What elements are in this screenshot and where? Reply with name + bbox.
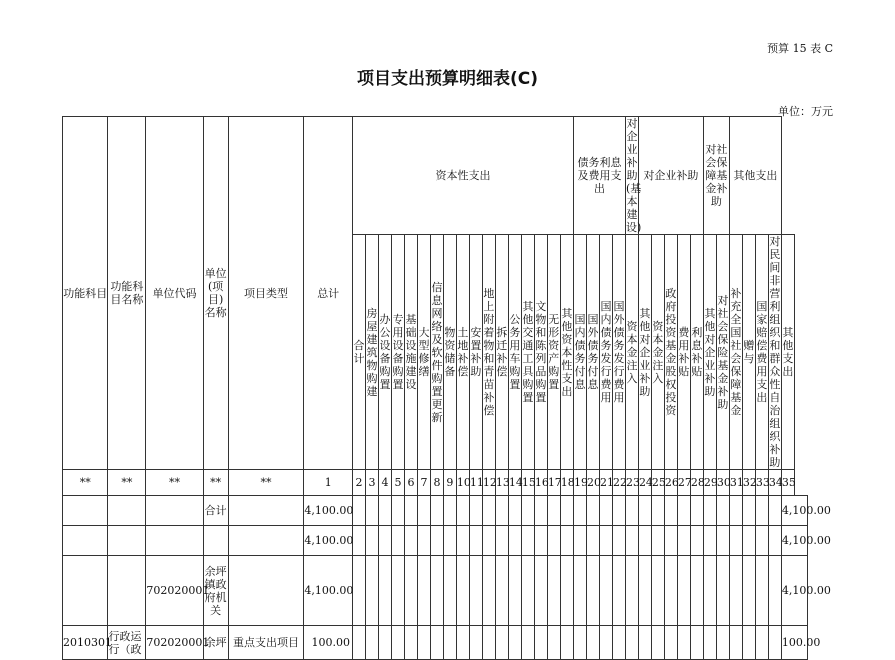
row-func-name: [108, 556, 146, 626]
index-star: **: [146, 470, 203, 496]
sub-header: 房屋建筑物购建: [366, 235, 379, 470]
row-func-name: 行政运行（政: [108, 626, 146, 660]
index-number: 26: [664, 470, 677, 496]
sub-header: 国家赔偿费用支出: [755, 235, 768, 470]
row-other-expense: 4,100.00: [781, 526, 807, 556]
index-number: 24: [638, 470, 651, 496]
index-number: 11: [469, 470, 482, 496]
sub-header: 拆迁补偿: [495, 235, 508, 470]
index-number: 10: [456, 470, 469, 496]
row-func-name: [108, 526, 146, 556]
sub-header: 信息网络及软件购置更新: [430, 235, 443, 470]
row-other-expense: 100.00: [781, 626, 807, 660]
sub-header: 土地补偿: [456, 235, 469, 470]
row-func-code: 2010301: [63, 626, 108, 660]
index-number: 12: [482, 470, 495, 496]
row-func-code: [63, 526, 108, 556]
sub-header: 专用设备购置: [392, 235, 405, 470]
row-total: 4,100.00: [304, 526, 353, 556]
index-number: 5: [392, 470, 405, 496]
row-unit-name: 合计: [203, 496, 228, 526]
col-total: 总计: [304, 117, 353, 470]
index-number: 7: [417, 470, 430, 496]
row-func-code: [63, 556, 108, 626]
row-total: 4,100.00: [304, 496, 353, 526]
row-func-code: [63, 496, 108, 526]
row-project-type: [228, 556, 304, 626]
index-number: 13: [495, 470, 508, 496]
row-project-type: 重点支出项目: [228, 626, 304, 660]
index-number: 18: [560, 470, 573, 496]
sub-header: 其他对企业补助: [703, 235, 716, 470]
index-number: 28: [690, 470, 703, 496]
index-number: 27: [677, 470, 690, 496]
index-number: 33: [755, 470, 768, 496]
col-func-code: 功能科目: [63, 117, 108, 470]
sub-header: 国外债务付息: [587, 235, 600, 470]
index-star: **: [203, 470, 228, 496]
sub-header: 无形资产购置: [547, 235, 560, 470]
sub-header: 其他交通工具购置: [521, 235, 534, 470]
sub-header: 费用补贴: [677, 235, 690, 470]
index-number: 35: [781, 470, 794, 496]
sub-header: 安置补助: [469, 235, 482, 470]
row-project-type: [228, 526, 304, 556]
group-other: 其他支出: [729, 117, 781, 235]
row-total: 4,100.00: [304, 556, 353, 626]
sub-header: 政府投资基金股权投资: [664, 235, 677, 470]
group-social: 对社会保障基金补助: [703, 117, 729, 235]
sub-header: 国外债务发行费用: [612, 235, 625, 470]
row-unit-name: 余坪镇政府机关: [203, 556, 228, 626]
sub-header: 合计: [353, 235, 366, 470]
row-unit-name: [203, 526, 228, 556]
index-number: 32: [742, 470, 755, 496]
sub-header: 利息补贴: [690, 235, 703, 470]
sub-header: 办公设备购置: [379, 235, 392, 470]
index-number: 20: [587, 470, 600, 496]
sub-header: 资本金注入: [625, 235, 638, 470]
index-star: **: [63, 470, 108, 496]
row-unit-code: 702020001: [146, 626, 203, 660]
budget-table: [62, 116, 834, 660]
sub-header: 其他对企业补助: [638, 235, 651, 470]
index-number: 14: [508, 470, 521, 496]
group-subsidy: 对企业补助: [638, 117, 703, 235]
row-func-name: [108, 496, 146, 526]
index-number: 6: [404, 470, 417, 496]
group-debt: 债务利息及费用支出: [574, 117, 626, 235]
index-number: 23: [625, 470, 638, 496]
sub-header: 对社会保险基金补助: [716, 235, 729, 470]
index-number: 21: [599, 470, 612, 496]
row-project-type: [228, 496, 304, 526]
row-total: 100.00: [304, 626, 353, 660]
index-number: 25: [651, 470, 664, 496]
index-number: 22: [612, 470, 625, 496]
page-title: 项目支出预算明细表(C): [356, 69, 538, 89]
sub-header: 国内债务发行费用: [599, 235, 612, 470]
index-number: 34: [768, 470, 781, 496]
index-number: 9: [443, 470, 456, 496]
sub-header: 资本金注入: [651, 235, 664, 470]
sub-header: 物资储备: [443, 235, 456, 470]
sub-header: 地上附着物和青苗补偿: [482, 235, 495, 470]
col-unit-name: 单位(项目)名称: [203, 117, 228, 470]
index-number: 15: [521, 470, 534, 496]
index-number: 1: [304, 470, 353, 496]
unit-label: 单位：万元: [778, 105, 833, 118]
col-project-type: 项目类型: [228, 117, 304, 470]
sub-header: 赠与: [742, 235, 755, 470]
row-other-expense: 4,100.00: [781, 496, 807, 526]
sub-header: 其他资本性支出: [560, 235, 573, 470]
index-number: 29: [703, 470, 716, 496]
index-number: 19: [574, 470, 587, 496]
sub-header: 文物和陈列品购置: [534, 235, 547, 470]
col-unit-code: 单位代码: [146, 117, 203, 470]
index-number: 8: [430, 470, 443, 496]
index-number: 3: [366, 470, 379, 496]
index-number: 30: [716, 470, 729, 496]
index-star: **: [228, 470, 304, 496]
sub-header: 国内债务付息: [574, 235, 587, 470]
row-unit-code: [146, 526, 203, 556]
index-number: 4: [379, 470, 392, 496]
sub-header: 基础设施建设: [404, 235, 417, 470]
index-number: 16: [534, 470, 547, 496]
group-subsidy-basic: 对企业补助(基本建设): [625, 117, 642, 234]
index-star: **: [108, 470, 146, 496]
sub-header: 其他支出: [781, 235, 794, 470]
sub-header: 对民间非营利组织和群众性自治组织补助: [769, 235, 781, 469]
row-unit-code: [146, 496, 203, 526]
group-capital: 资本性支出: [353, 117, 574, 235]
sub-header: 公务用车购置: [508, 235, 521, 470]
col-func-name: 功能科目名称: [108, 117, 146, 470]
row-other-expense: 4,100.00: [781, 556, 807, 626]
index-number: 31: [729, 470, 742, 496]
row-unit-name: 余坪: [203, 626, 228, 660]
form-number: 预算 15 表 C: [767, 42, 833, 55]
row-unit-code: 702020001: [146, 556, 203, 626]
sub-header: 补充全国社会保障基金: [729, 235, 742, 470]
sub-header: 大型修缮: [417, 235, 430, 470]
index-number: 2: [353, 470, 366, 496]
index-number: 17: [547, 470, 560, 496]
